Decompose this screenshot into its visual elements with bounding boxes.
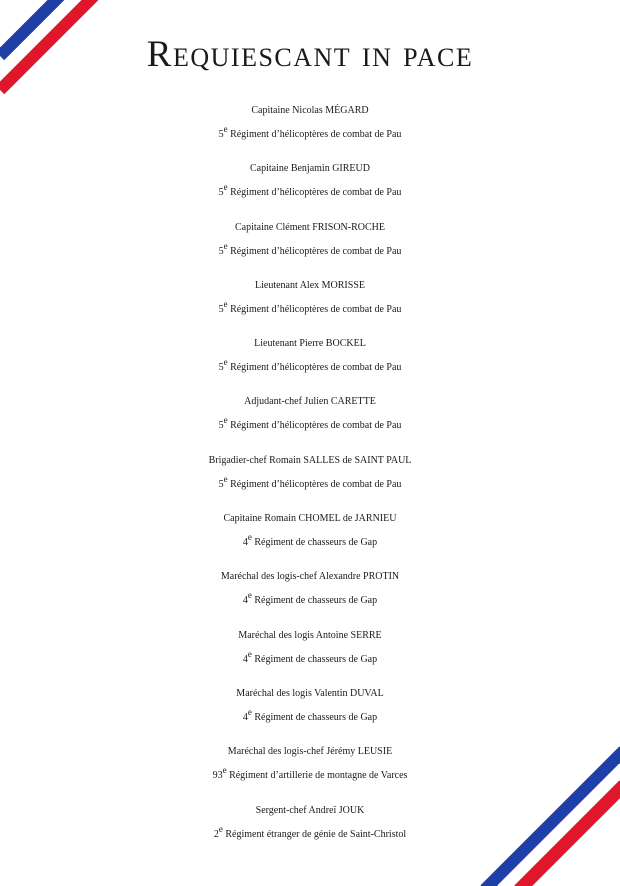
soldier-name: Maréchal des logis Valentin DUVAL (236, 687, 384, 699)
regiment-name: Régiment d’artillerie de montagne de Varces (226, 770, 408, 782)
regiment-number: 4 (242, 595, 248, 607)
regiment-name: Régiment d’hélicoptères de combat de Pau (227, 478, 402, 490)
regiment-line (0, 473, 620, 494)
memorial-entry (0, 213, 620, 271)
regiment-line (0, 184, 620, 202)
regiment-number: 2 (213, 828, 219, 840)
ordinal-suffix: e (223, 182, 228, 193)
soldier-name: Lieutenant Alex MORISSE (255, 279, 365, 291)
regiment-name: Régiment de chasseurs de Gap (251, 595, 378, 607)
regiment-name: Régiment d’hélicoptères de combat de Pau (227, 303, 402, 315)
memorial-entry (0, 446, 620, 504)
memorial-entry (0, 96, 620, 154)
regiment-name: Régiment de chasseurs de Gap (251, 537, 378, 549)
soldier-name: Maréchal des logis-chef Alexandre PROTIN (220, 571, 400, 583)
ordinal-suffix: e (222, 765, 227, 776)
soldier-name: Adjudant-chef Julien CARETTE (244, 396, 376, 408)
memorial-entry (0, 387, 620, 445)
regiment-name: Régiment d’hélicoptères de combat de Pau (227, 129, 402, 140)
regiment-name: Régiment étranger de génie de Saint-Christol (222, 828, 407, 840)
memorial-entry (0, 679, 620, 737)
ordinal-suffix: e (247, 648, 252, 659)
regiment-line (0, 240, 620, 261)
memorial-entry (0, 796, 620, 854)
soldier-name: Capitaine Benjamin GIREUD (250, 163, 370, 175)
soldier-name: Sergent-chef Andreï JOUK (255, 804, 365, 816)
regiment-number: 93 (212, 770, 223, 782)
regiment-number: 5 (218, 362, 224, 374)
soldier-name: Maréchal des logis Antoine SERRE (238, 629, 382, 641)
ordinal-suffix: e (223, 240, 228, 251)
soldier-name: Maréchal des logis-chef Jérémy LEUSIE (227, 746, 393, 758)
regiment-number: 4 (242, 653, 248, 665)
regiment-number: 4 (242, 537, 248, 549)
memorial-entry (0, 154, 620, 212)
regiment-number: 5 (218, 129, 224, 140)
regiment-line (0, 767, 620, 785)
memorial-entry (0, 271, 620, 329)
regiment-number: 5 (218, 245, 224, 257)
ordinal-suffix: e (223, 357, 228, 368)
soldier-name: Brigadier-chef Romain SALLES de SAINT PAUL (208, 454, 412, 466)
memorial-entry (0, 504, 620, 562)
ordinal-suffix: e (223, 415, 228, 426)
ordinal-suffix: e (247, 590, 252, 601)
page-title: Requiescant in pace (146, 34, 474, 75)
regiment-line (0, 823, 620, 844)
regiment-name: Régiment d’hélicoptères de combat de Pau (227, 362, 402, 374)
ordinal-suffix: e (247, 706, 252, 717)
regiment-line (0, 592, 620, 610)
regiment-name: Régiment de chasseurs de Gap (251, 711, 378, 723)
ordinal-suffix: e (223, 124, 228, 134)
regiment-number: 5 (218, 187, 224, 199)
regiment-number: 5 (218, 478, 224, 490)
regiment-name: Régiment de chasseurs de Gap (251, 653, 378, 665)
memorial-entry (0, 621, 620, 679)
memorial-entry (0, 737, 620, 795)
soldier-name: Lieutenant Pierre BOCKEL (254, 338, 366, 350)
memorial-entry (0, 562, 620, 620)
memorial-entry (0, 329, 620, 387)
regiment-line (0, 648, 620, 669)
ordinal-suffix: e (247, 532, 252, 543)
soldier-name: Capitaine Clément FRISON-ROCHE (235, 221, 385, 233)
regiment-number: 4 (242, 711, 248, 723)
regiment-line (0, 534, 620, 552)
memorial-list (0, 96, 620, 854)
regiment-line (0, 298, 620, 319)
regiment-number: 5 (218, 303, 224, 315)
regiment-number: 5 (218, 420, 224, 432)
ordinal-suffix: e (218, 823, 223, 834)
ordinal-suffix: e (223, 473, 228, 484)
soldier-name: Capitaine Romain CHOMEL de JARNIEU (223, 513, 397, 525)
regiment-line (0, 706, 620, 727)
regiment-line (0, 417, 620, 435)
regiment-name: Régiment d’hélicoptères de combat de Pau (227, 245, 402, 257)
ordinal-suffix: e (223, 298, 228, 309)
regiment-name: Régiment d’hélicoptères de combat de Pau (227, 187, 402, 199)
regiment-line (0, 126, 620, 144)
regiment-name: Régiment d’hélicoptères de combat de Pau (227, 420, 402, 432)
soldier-name: Capitaine Nicolas MÉGARD (251, 105, 369, 116)
regiment-line (0, 359, 620, 377)
